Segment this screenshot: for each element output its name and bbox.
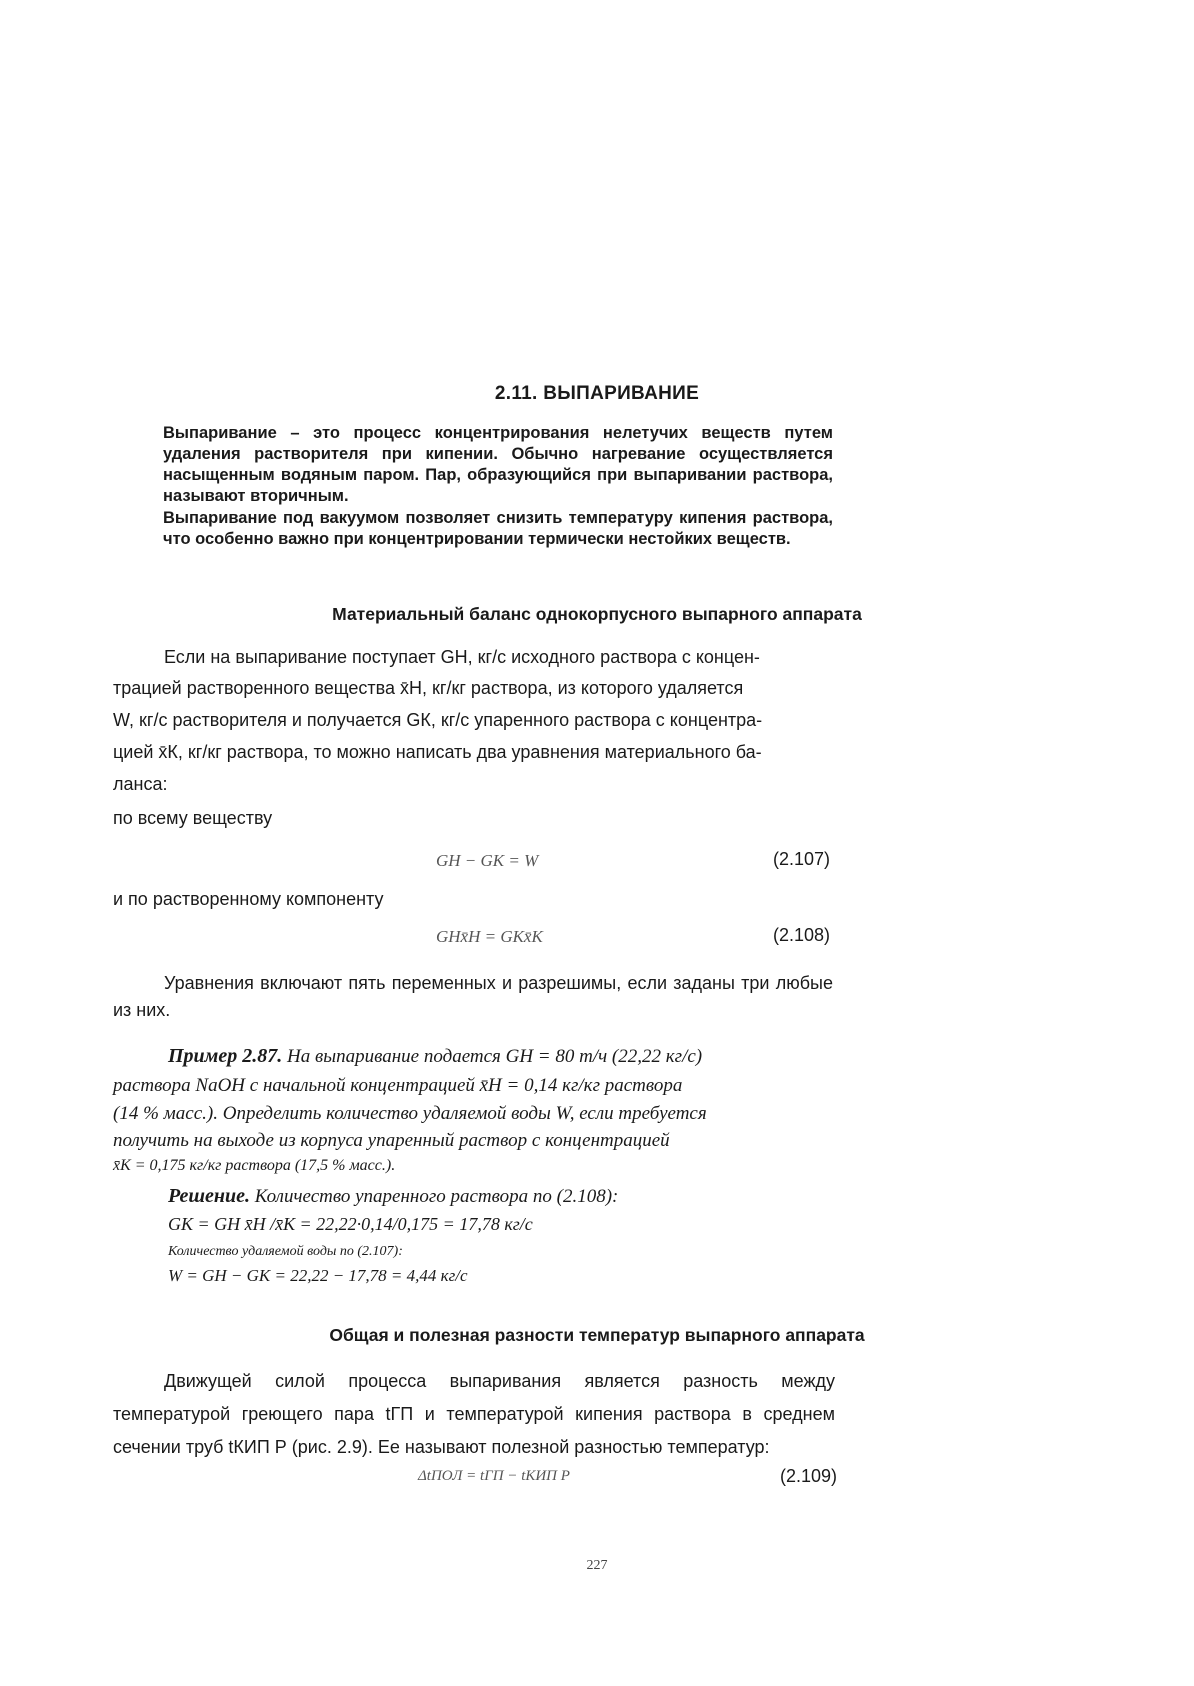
solution-label: Решение. [168, 1185, 251, 1207]
balance-line-1: Если на выпаривание поступает GН, кг/с исходного раствора с концен- [164, 647, 760, 667]
equation-2-109: ΔtПОЛ = tГП − tКИП Р [418, 1468, 570, 1484]
example-line-4: получить на выходе из корпуса упаренный раствор с концентрацией [113, 1130, 670, 1151]
solution-text: Количество упаренного раствора по (2.108): [254, 1186, 619, 1207]
equation-number-2-107: (2.107) [773, 849, 831, 869]
equation-number-2-109: (2.109) [780, 1466, 838, 1486]
equation-2-107: GН − GК = W [436, 851, 539, 870]
calculation-1: GК = GН x̄Н /x̄К = 22,22·0,14/0,175 = 17,78 кг/с [168, 1214, 533, 1234]
balance-line-3: W, кг/с растворителя и получается GК, кг/с упаренного раствора с концентра- [113, 710, 763, 730]
calculation-2: W = GН − GК = 22,22 − 17,78 = 4,44 кг/с [168, 1266, 468, 1285]
example-label: Пример 2.87. [168, 1045, 283, 1067]
equation-number-2-108: (2.108) [773, 925, 831, 945]
balance-line-2: трацией растворенного вещества x̄Н, кг/кг раствора, из которого удаляется [113, 678, 744, 698]
temperature-heading: Общая и полезная разности температур выпарного аппарата [329, 1325, 865, 1345]
balance-line-5: ланса: [113, 774, 168, 794]
solution-note: Количество удаляемой воды по (2.107): [168, 1244, 403, 1259]
example-line-2: раствора NaOH с начальной концентрацией x̄Н = 0,14 кг/кг раствора [113, 1075, 683, 1096]
temperature-paragraph: Движущей силой процесса выпаривания является разность между температурой греющего пара tГП и температурой кипения раствора в среднем сечении труб tКИП Р (рис. 2.9). Ее называют полезной разностью температур: [113, 1371, 835, 1457]
example-line-3: (14 % масс.). Определить количество удаляемой воды W, если требуется [113, 1103, 707, 1124]
intro-paragraph-1: Выпаривание – это процесс концентрирования нелетучих веществ путем удаления растворителя при кипении. Обычно нагревание осуществляется насыщенным водяным паром. Пар, образующийся при выпаривании раствора, называют вторичным. [163, 424, 833, 505]
section-title: 2.11. ВЫПАРИВАНИЕ [494, 383, 700, 404]
intro-paragraph-2: Выпаривание под вакуумом позволяет снизить температуру кипения раствора, что особенно важно при концентрировании термически нестойких веществ. [163, 509, 833, 548]
page-number: 227 [586, 1558, 608, 1573]
lead-text-2: и по растворенному компоненту [113, 889, 384, 909]
solution-line [168, 1185, 618, 1208]
equation-2-108: GНx̄Н = GКx̄К [436, 927, 543, 946]
lead-text-1: по всему веществу [113, 808, 273, 828]
balance-summary: Уравнения включают пять переменных и разрешимы, если заданы три любые из них. [113, 973, 833, 1020]
balance-line-4: цией x̄К, кг/кг раствора, то можно написать два уравнения материального ба- [113, 742, 762, 762]
balance-heading: Материальный баланс однокорпусного выпарного аппарата [332, 604, 862, 624]
example-text-1: На выпаривание подается GН = 80 т/ч (22,22 кг/с) [287, 1046, 703, 1067]
example-line-1 [168, 1045, 833, 1068]
example-line-5: x̄К = 0,175 кг/кг раствора (17,5 % масс.). [113, 1157, 396, 1174]
